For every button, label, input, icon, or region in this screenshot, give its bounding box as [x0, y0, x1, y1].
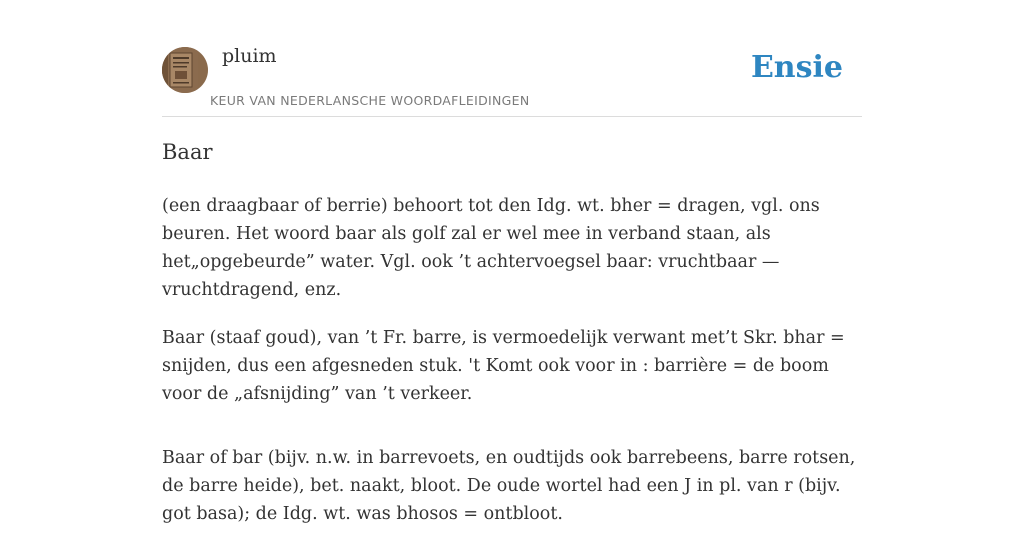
entry-definition — [162, 192, 862, 548]
source-title[interactable]: KEUR VAN NEDERLANSCHE WOORDAFLEIDINGEN — [210, 93, 530, 108]
page-container — [162, 0, 862, 524]
brand-logo[interactable]: Ensie — [750, 50, 843, 85]
avatar[interactable] — [162, 47, 208, 93]
definition-paragraph: Baar (staaf goud), van ’t Fr. barre, is vermoedelijk verwant met’t Skr. bhar = snijden, dus een afgesneden stuk. 't Komt ook voor in : barrière = de boom voor de „afsnijding” van ’t verkeer. — [162, 328, 845, 404]
author-name[interactable]: pluim — [222, 45, 277, 67]
definition-paragraph: (een draagbaar of berrie) behoort tot den Idg. wt. bher = dragen, vgl. ons beuren. Het woord baar als golf zal er wel mee in verband staan, als het„opgebeurde” water. Vgl. ook ’t achtervoegsel baar: vruchtbaar — vruchtdragend, enz. — [162, 196, 820, 300]
header — [162, 0, 862, 117]
book-cover-avatar-icon — [162, 47, 198, 93]
definition-paragraph: Baar of bar (bijv. n.w. in barrevoets, en oudtijds ook barrebeens, barre rotsen, de barre heide), bet. naakt, bloot. De oude wortel had een J in pl. van r (bijv. got basa); de Idg. wt. was bhosos = ontbloot. — [162, 448, 856, 524]
entry-title: Baar — [162, 140, 213, 164]
